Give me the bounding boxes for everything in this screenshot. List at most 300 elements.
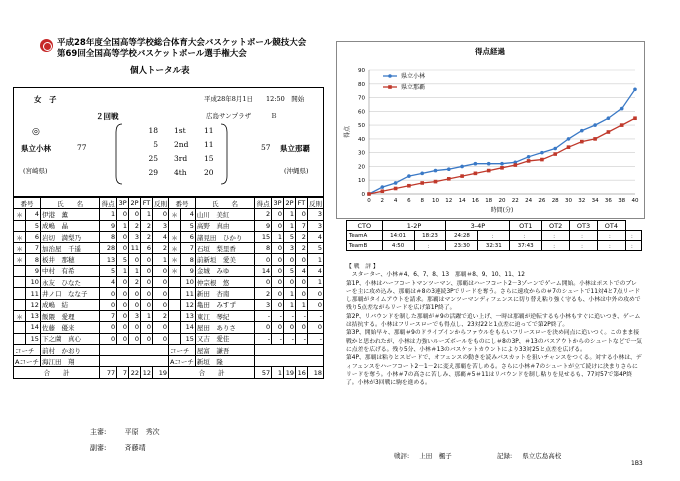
- quarter-score-b: 11: [204, 126, 214, 135]
- player-stat: 15: [255, 231, 272, 242]
- player-stat: -: [255, 333, 272, 344]
- player-stat: 0: [117, 243, 129, 254]
- player-stat: 1: [141, 310, 153, 321]
- player-stat: 1: [284, 299, 296, 310]
- data-point-team-b: [500, 166, 504, 170]
- player-stat: 3: [129, 310, 141, 321]
- player-number: 10: [181, 277, 196, 288]
- player-stat: 3: [129, 231, 141, 242]
- player-stat: 7: [100, 310, 117, 321]
- player-name: 伊港 薫: [40, 209, 99, 220]
- player-stat: 0: [152, 333, 168, 344]
- player-number: 12: [26, 299, 41, 310]
- data-point-team-b: [567, 145, 571, 149]
- x-tick-label: 6: [407, 198, 411, 204]
- data-point-team-b: [487, 169, 491, 173]
- player-stat: 0: [295, 277, 307, 288]
- series-line-team-a: [369, 89, 635, 194]
- review-starters: スターター、小林＃4、6、7、8、13 那覇＃8、9、10、11、12: [346, 272, 525, 279]
- starter-mark: ＊: [14, 254, 26, 265]
- legend-label: 県立小林: [401, 73, 426, 80]
- col-header-stat: 3P: [118, 199, 127, 208]
- data-point-team-a: [500, 162, 504, 166]
- x-tick-label: 2: [380, 198, 385, 204]
- player-stat: 8: [100, 231, 117, 242]
- player-stat: 0: [272, 209, 284, 220]
- player-stat: 7: [295, 220, 307, 231]
- player-stat: 0: [117, 209, 129, 220]
- round-label: ２回戦: [96, 112, 119, 121]
- player-stat: 0: [141, 288, 153, 299]
- acoach-row: [14, 356, 324, 367]
- player-stat: 4: [152, 231, 168, 242]
- table-row: [14, 333, 324, 344]
- x-tick-label: 24: [525, 198, 533, 204]
- x-axis-label: 時間(分): [490, 207, 514, 214]
- col-header-stat: FT: [141, 198, 153, 209]
- data-point-team-a: [487, 162, 491, 166]
- player-stat: 0: [295, 322, 307, 333]
- starter-mark: [14, 333, 26, 344]
- team-a-pref: (宮崎県): [23, 167, 48, 175]
- total-value: 22: [129, 367, 141, 378]
- player-stat: 4: [295, 265, 307, 276]
- x-tick-label: 8: [420, 198, 424, 204]
- qt-cell: ：: [597, 231, 625, 241]
- starter-mark: [168, 299, 180, 310]
- player-stat: 0: [141, 299, 153, 310]
- y-tick-label: 60: [358, 109, 365, 116]
- player-stat: 9: [100, 220, 117, 231]
- y-tick-label: 0: [361, 192, 365, 198]
- data-point-team-b: [381, 189, 385, 193]
- player-stat: 0: [141, 333, 153, 344]
- player-name: 井ノ口 なな子: [40, 288, 99, 299]
- player-stat: 6: [141, 243, 153, 254]
- player-stat: 0: [272, 254, 284, 265]
- player-stats-table: [13, 197, 324, 379]
- quarter-score-a: 5: [153, 140, 158, 149]
- player-number: 11: [26, 288, 41, 299]
- col-header-stat: FT: [295, 198, 307, 209]
- data-point-team-a: [567, 137, 571, 141]
- player-stat: -: [307, 333, 323, 344]
- player-stat: 0: [117, 277, 129, 288]
- player-stat: 0: [117, 288, 129, 299]
- qt-header: OT3: [570, 221, 598, 231]
- player-stat: 0: [117, 299, 129, 310]
- team-a-name: 県立小林: [21, 144, 51, 153]
- player-stat: 0: [272, 322, 284, 333]
- player-name: 山川 美紅: [195, 209, 254, 220]
- data-point-team-b: [460, 174, 464, 178]
- player-stat: 5: [117, 254, 129, 265]
- qt-cell: 23:30: [446, 241, 478, 251]
- y-axis-label: 得点: [344, 125, 351, 139]
- player-stat: 0: [129, 299, 141, 310]
- total-label: 合 計: [14, 367, 100, 378]
- player-stat: 0: [307, 288, 323, 299]
- player-name: 高野 真由: [195, 220, 254, 231]
- score-progression-chart: [336, 41, 645, 219]
- qt-header: OT1: [510, 221, 542, 231]
- player-stat: 0: [255, 277, 272, 288]
- data-point-team-b: [474, 172, 478, 176]
- quarter-label: 2nd: [174, 140, 189, 149]
- y-tick-label: 70: [358, 95, 365, 102]
- player-number: 5: [181, 220, 196, 231]
- player-stat: 2: [152, 310, 168, 321]
- data-point-team-a: [434, 169, 438, 173]
- player-stat: 0: [117, 310, 129, 321]
- player-stat: 0: [129, 209, 141, 220]
- starter-mark: ＊: [14, 209, 26, 220]
- player-name: 石垣 梨里香: [195, 243, 254, 254]
- player-stat: 2: [141, 220, 153, 231]
- review-writer: 戦評: 上田 楓子: [394, 452, 452, 460]
- col-header-stat: 2P: [285, 199, 294, 208]
- player-stat: 4: [100, 277, 117, 288]
- player-stat: 0: [100, 288, 117, 299]
- qt-cell: ：: [510, 231, 542, 241]
- data-point-team-a: [474, 162, 478, 166]
- coach-name: 新垣 隆: [195, 356, 254, 367]
- coach-label: Aコーチ: [168, 356, 195, 367]
- table-row: [14, 231, 324, 242]
- player-stat: 1: [307, 254, 323, 265]
- score-chart-svg: [337, 42, 644, 218]
- x-tick-label: 26: [538, 198, 546, 204]
- data-point-team-a: [381, 185, 385, 189]
- player-number: 11: [181, 288, 196, 299]
- y-tick-label: 30: [358, 150, 365, 157]
- player-stat: 5: [100, 265, 117, 276]
- col-header-stat: 得点: [255, 198, 272, 209]
- coach-name: 前村 かおり: [40, 344, 99, 355]
- starter-mark: [168, 333, 180, 344]
- starter-mark: ＊: [14, 310, 26, 321]
- data-point-team-a: [527, 155, 531, 159]
- player-stat: 0: [152, 299, 168, 310]
- x-tick-label: 34: [591, 198, 599, 204]
- team-a-total: 77: [77, 143, 87, 152]
- total-row: [14, 367, 324, 378]
- player-stat: 0: [307, 322, 323, 333]
- qt-cell: ：: [597, 241, 625, 251]
- y-tick-label: 80: [358, 81, 365, 88]
- player-stat: -: [284, 333, 296, 344]
- player-stat: 0: [129, 333, 141, 344]
- team-b-name: 県立那覇: [280, 144, 310, 153]
- player-stat: 0: [117, 231, 129, 242]
- data-point-team-b: [367, 192, 371, 196]
- player-stat: 5: [284, 265, 296, 276]
- quarter-time-table: [346, 220, 642, 251]
- data-point-team-b: [620, 123, 624, 127]
- table-row: [14, 299, 324, 310]
- chart-title: 得点経過: [475, 47, 505, 56]
- player-number: 6: [26, 231, 41, 242]
- series-line-team-b: [369, 118, 635, 194]
- player-stat: 0: [307, 299, 323, 310]
- player-name: 加治屋 千遥: [40, 243, 99, 254]
- player-stat: 2: [295, 243, 307, 254]
- player-stat: 1: [295, 299, 307, 310]
- player-stat: 0: [255, 254, 272, 265]
- player-stat: 0: [152, 288, 168, 299]
- x-tick-label: 22: [511, 198, 519, 204]
- data-point-team-b: [540, 158, 544, 162]
- coach-label: Aコーチ: [14, 356, 41, 367]
- starter-mark: [168, 322, 180, 333]
- player-number: 15: [181, 333, 196, 344]
- table-row: [14, 310, 324, 321]
- legend-label: 県立那覇: [401, 84, 426, 91]
- player-stat: 0: [129, 288, 141, 299]
- player-name: 下之薗 真心: [40, 333, 99, 344]
- player-stat: 3: [255, 299, 272, 310]
- quarter-label: 3rd: [174, 154, 188, 163]
- player-number: 5: [26, 220, 41, 231]
- col-header-stat: 反則: [152, 198, 168, 209]
- col-header-name: 氏 名: [40, 198, 99, 209]
- data-point-team-b: [593, 137, 597, 141]
- player-name: 成嶋 結: [40, 299, 99, 310]
- data-point-team-a: [447, 167, 451, 171]
- total-value: 1: [272, 367, 284, 378]
- player-name: 又吉 愛佳: [195, 333, 254, 344]
- quarter-score-b: 11: [204, 140, 214, 149]
- player-stat: 3: [284, 243, 296, 254]
- player-stat: 0: [129, 254, 141, 265]
- starter-mark: ＊: [168, 265, 180, 276]
- player-stat: -: [295, 310, 307, 321]
- qt-cell: TeamB: [347, 241, 383, 251]
- x-tick-label: 28: [551, 198, 559, 204]
- quarter-label: 4th: [174, 168, 187, 177]
- player-number: 13: [181, 310, 196, 321]
- starter-mark: [168, 277, 180, 288]
- tournament-header: [40, 38, 306, 60]
- y-tick-label: 40: [358, 136, 365, 143]
- player-stat: 5: [307, 243, 323, 254]
- col-header-number: 番号: [168, 198, 195, 209]
- data-point-team-b: [527, 159, 531, 163]
- x-tick-label: 40: [631, 198, 639, 204]
- player-stat: 28: [100, 243, 117, 254]
- empty-cell: [255, 344, 324, 355]
- col-header-stat: 2P: [130, 199, 139, 208]
- data-point-team-a: [407, 174, 411, 178]
- player-stat: 14: [255, 265, 272, 276]
- total-value: 57: [255, 367, 272, 378]
- qt-cell: 18:23: [414, 231, 446, 241]
- player-stat: -: [255, 310, 272, 321]
- player-stat: 1: [117, 265, 129, 276]
- player-stat: 1: [284, 220, 296, 231]
- player-name: 亀田 みすず: [195, 299, 254, 310]
- review-text: 第1P、小林はハーフコートマンツーマン、那覇はハーフコート2－3ゾーンでゲーム開始。小林はポストでのプレーを主に攻め込み、那覇は＃8の3連続3Pでリードを奪う。さらに速攻からの＃7のシュートで11対4と7点リードし那覇がタイムアウトを請求。那覇はマンツーマンディフェンスに切り替え粘り強く守るも、小林は中外の攻めで残り5点差ながらリードを広げ第1P終了。 第2P、リバウンドを制した那覇が＃9の活躍で追い上げ、一時は那覇が逆転するも小林もすぐに追いつき、ゲームは拮抗する。小林はフリースローでも得点し、23対22と1点差に迫ってで第2P終了。 第3P、開始早々、那覇＃9のドライブインからファウルをもらいフリースローを決め同点に追いつく。このまま接戦かと思われたが、小林は力強いルーズボールをものにし＃8の3P、＃13のパスアウトからのシュートなどで一気に点差を広げる。残り5分、小林＃13のバスケットカウントにより33対25と点差を広げる。 第4P、那覇は粘りとスピードで、オフェンスの動きを読みパスカットを狙いチャンスをつくる。対する小林は、ディフェンスをハーフコート2－1－2に変え那覇を苦しめる。さらに小林＃7のシュートが立て続けに決まりさらにリードを奪う。小林＃7の高さに苦しみ、那覇＃5＃11はリバウンドを制し粘りを見せるも、77対57で第4P終了。小林が3回戦に駒を進める。: [346, 280, 642, 387]
- starter-mark: [14, 299, 26, 310]
- data-point-team-a: [593, 123, 597, 127]
- data-point-team-a: [420, 172, 424, 176]
- qt-cell: 32:31: [478, 241, 510, 251]
- qt-cell: ：: [625, 231, 641, 241]
- player-stat: 0: [141, 265, 153, 276]
- coach-label: コーチ: [168, 344, 195, 355]
- y-tick-label: 20: [358, 164, 365, 171]
- player-stat: 0: [272, 243, 284, 254]
- referee-sub: 副審: 斉藤靖: [90, 444, 146, 452]
- qt-header: 3-4P: [446, 221, 510, 231]
- x-tick-label: 18: [485, 198, 493, 204]
- data-point-team-a: [394, 181, 398, 185]
- player-stat: -: [307, 310, 323, 321]
- player-number: 8: [181, 254, 196, 265]
- qt-cell: 24:28: [446, 231, 478, 241]
- player-stat: -: [284, 310, 296, 321]
- player-number: 13: [26, 310, 41, 321]
- starter-mark: ＊: [168, 231, 180, 242]
- table-row: [14, 322, 324, 333]
- qt-cell: 37:43: [510, 241, 542, 251]
- player-stat: 5: [284, 231, 296, 242]
- data-point-team-b: [434, 180, 438, 184]
- qt-cell: TeamA: [347, 231, 383, 241]
- player-stat: 1: [284, 288, 296, 299]
- player-stat: 0: [152, 277, 168, 288]
- starter-mark: [14, 288, 26, 299]
- qt-header: CTO: [347, 221, 383, 231]
- player-number: 4: [26, 209, 41, 220]
- player-stat: 4: [307, 231, 323, 242]
- x-tick-label: 0: [367, 198, 371, 204]
- qt-header: OT4: [597, 221, 625, 231]
- player-stat: 0: [272, 299, 284, 310]
- x-tick-label: 36: [604, 198, 612, 204]
- starter-mark: [168, 220, 180, 231]
- player-stat: 0: [272, 220, 284, 231]
- starter-mark: ＊: [168, 254, 180, 265]
- col-header-name: 氏 名: [195, 198, 254, 209]
- starter-mark: ＊: [14, 243, 26, 254]
- quarter-score-b: 15: [204, 154, 214, 163]
- total-value: 77: [100, 367, 117, 378]
- coach-name: 屋富 謙吾: [195, 344, 254, 355]
- player-stat: 0: [284, 322, 296, 333]
- player-number: 10: [26, 277, 41, 288]
- total-value: 12: [141, 367, 153, 378]
- quarter-score-b: 20: [204, 168, 214, 177]
- player-stat: 2: [129, 220, 141, 231]
- player-number: 4: [181, 209, 196, 220]
- col-header-number: 番号: [14, 198, 41, 209]
- qt-cell: ：: [414, 241, 446, 251]
- player-stat: 0: [284, 277, 296, 288]
- col-header-stat: 得点: [100, 198, 117, 209]
- team-b-pref: (沖縄県): [284, 167, 309, 175]
- x-tick-label: 4: [393, 198, 398, 204]
- player-stat: 1: [141, 209, 153, 220]
- player-stat: 0: [141, 322, 153, 333]
- player-stat: 0: [272, 288, 284, 299]
- qt-cell: 4:50: [382, 241, 414, 251]
- player-stat: 2: [152, 243, 168, 254]
- qt-row: [347, 231, 642, 241]
- qt-cell: ：: [542, 231, 570, 241]
- table-row: [14, 209, 324, 220]
- player-number: 7: [181, 243, 196, 254]
- qt-header: 1-2P: [382, 221, 446, 231]
- data-point-team-b: [633, 116, 637, 120]
- player-name: 前新垣 愛美: [195, 254, 254, 265]
- x-tick-label: 16: [471, 198, 479, 204]
- game-review: [346, 263, 642, 387]
- col-header-stat: 反則: [307, 198, 323, 209]
- page-subtitle: 個人トータル表: [130, 66, 190, 76]
- team-b-total: 57: [261, 143, 271, 152]
- starter-mark: ＊: [168, 209, 180, 220]
- table-row: [14, 243, 324, 254]
- y-tick-label: 10: [358, 178, 365, 185]
- player-stat: 3: [152, 220, 168, 231]
- recorder: 記録: 県立広島高校: [497, 452, 562, 460]
- total-value: 19: [152, 367, 168, 378]
- total-value: 18: [307, 367, 323, 378]
- data-point-team-b: [553, 152, 557, 156]
- player-stat: 11: [129, 243, 141, 254]
- qt-row: [347, 241, 642, 251]
- federation-logo-icon: [40, 39, 53, 52]
- qt-cell: ：: [478, 231, 510, 241]
- player-stat: 9: [255, 220, 272, 231]
- player-name: 諸見田 ひかり: [195, 231, 254, 242]
- player-number: 6: [181, 231, 196, 242]
- total-value: 7: [117, 367, 129, 378]
- player-stat: -: [272, 333, 284, 344]
- quarter-score-a: 29: [148, 168, 158, 177]
- player-stat: 2: [129, 277, 141, 288]
- player-number: 15: [26, 333, 41, 344]
- player-stat: 0: [272, 265, 284, 276]
- player-stat: 1: [100, 209, 117, 220]
- starter-mark: [14, 265, 26, 276]
- player-name: 成嶋 晶: [40, 220, 99, 231]
- table-row: [14, 220, 324, 231]
- player-name: 永友 ひなた: [40, 277, 99, 288]
- starter-mark: [14, 277, 26, 288]
- player-name: 仲宗根 悠: [195, 277, 254, 288]
- x-tick-label: 14: [458, 198, 466, 204]
- player-number: 9: [26, 265, 41, 276]
- player-stat: 0: [117, 322, 129, 333]
- col-header-stat: 3P: [273, 199, 282, 208]
- starter-mark: [168, 310, 180, 321]
- coach-label: コーチ: [14, 344, 41, 355]
- player-stat: 4: [307, 265, 323, 276]
- winner-circle-icon: ◎: [32, 127, 40, 137]
- data-point-team-a: [633, 87, 637, 91]
- qt-cell: ：: [570, 231, 598, 241]
- player-stat: 8: [255, 243, 272, 254]
- table-row: [14, 277, 324, 288]
- empty-cell: [255, 356, 324, 367]
- tournament-title-line2: 第69回全国高等学校バスケットボール選手権大会: [57, 49, 247, 59]
- quarter-score-a: 25: [148, 154, 158, 163]
- player-stat: 0: [141, 254, 153, 265]
- data-point-team-a: [553, 147, 557, 151]
- quarter-label: 1st: [174, 126, 186, 135]
